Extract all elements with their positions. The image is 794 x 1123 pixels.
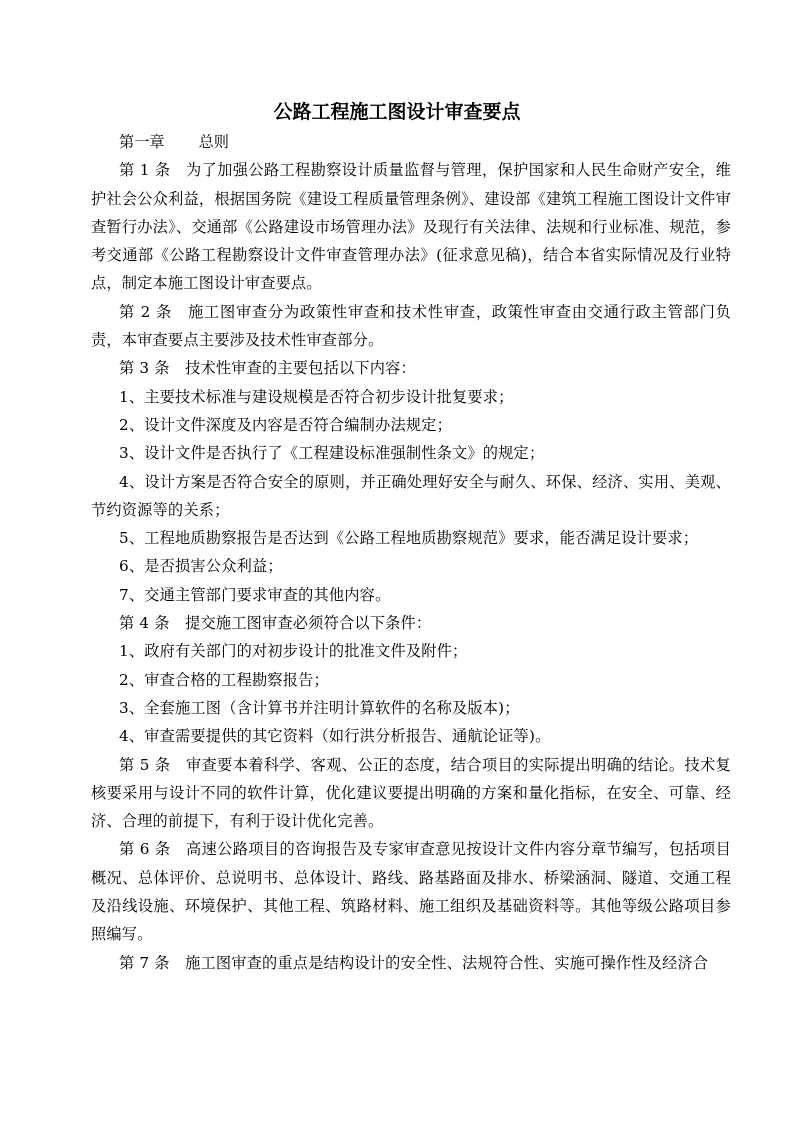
article-2: 第 2 条 施工图审查分为政策性审查和技术性审查，政策性审查由交通行政主管部门负责，本审查要点主要涉及技术性审查部分。 — [91, 302, 731, 350]
list-item: 4、审查需要提供的其它资料（如行洪分析报告、通航论证等)。 — [119, 727, 551, 746]
list-item: 5、工程地质勘察报告是否达到《公路工程地质勘察规范》要求，能否满足设计要求； — [119, 529, 699, 548]
document-body — [0, 128, 794, 977]
article-3: 第 3 条 技术性审查的主要包括以下内容： — [119, 359, 416, 378]
list-item: 3、全套施工图（含计算书并注明计算软件的名称及版本)； — [119, 698, 520, 717]
article-6: 第 6 条 高速公路项目的咨询报告及专家审查意见按设计文件内容分章节编写，包括项目概况、总体评价、总说明书、总体设计、路线、路基路面及排水、桥梁涵洞、隧道、交通工程及沿线设施、环境保护、其他工程、筑路材料、施工组织及基础资料等。其他等级公路项目参照编写。 — [91, 840, 731, 944]
article-5: 第 5 条 审查要本着科学、客观、公正的态度，结合项目的实际提出明确的结论。技术复核要采用与设计不同的软件计算，优化建议要提出明确的方案和量化指标，在安全、可靠、经济、合理的前提下，有利于设计优化完善。 — [91, 755, 731, 831]
list-item: 4、设计方案是否符合安全的原则，并正确处理好安全与耐久、环保、经济、实用、美观、节约资源等的关系； — [91, 472, 731, 519]
list-item: 2、审查合格的工程勘察报告； — [119, 670, 329, 689]
list-item: 1、主要技术标准与建设规模是否符合初步设计批复要求； — [119, 387, 514, 406]
list-item: 2、设计文件深度及内容是否符合编制办法规定； — [119, 415, 453, 434]
chapter-heading — [0, 128, 794, 156]
chapter-title: 总则 — [198, 133, 229, 151]
list-item: 3、设计文件是否执行了《工程建设标准强制性条文》的规定； — [119, 444, 545, 463]
list-item: 6、是否损害公众利益； — [119, 557, 283, 576]
article-1: 第 1 条 为了加强公路工程勘察设计质量监督与管理，保护国家和人民生命财产安全，维护社会公众利益，根据国务院《建设工程质量管理条例》、建设部《建筑工程施工图设计文件审查暂行办法》、交通部《公路建设市场管理办法》及现行有关法律、法规和行业标准、规范，参考交通部《公路工程勘察设计文件审查管理办法》(征求意见稿)，结合本省实际情况及行业特点，制定本施工图设计审查要点。 — [91, 161, 731, 293]
chapter-number: 第一章 — [119, 133, 165, 151]
article-7: 第 7 条 施工图审查的重点是结构设计的安全性、法规符合性、实施可操作性及经济合 — [119, 953, 709, 972]
list-item: 7、交通主管部门要求审查的其他内容。 — [119, 585, 391, 604]
list-item: 1、政府有关部门的对初步设计的批准文件及附件； — [119, 642, 468, 661]
article-4: 第 4 条 提交施工图审查必须符合以下条件： — [119, 614, 432, 633]
document-title: 公路工程施工图设计审查要点 — [273, 101, 521, 123]
